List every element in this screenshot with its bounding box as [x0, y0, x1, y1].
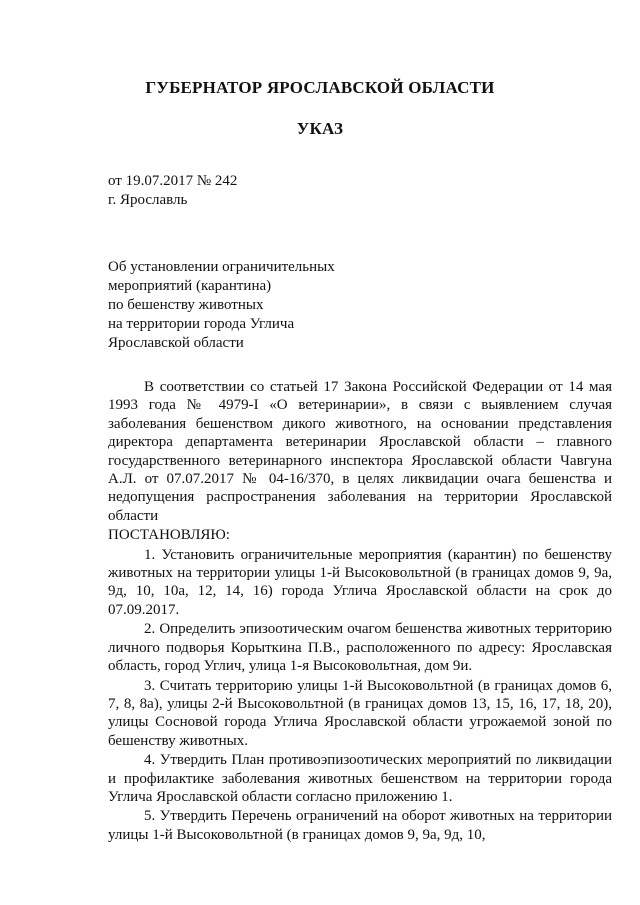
subject-line: на территории города Углича: [108, 316, 295, 332]
subject-line: по бешенству животных: [108, 297, 264, 313]
decree-item: 4. Утвердить План противоэпизоотических мероприятий по ликвидации и профилактике заболевания животных бешенством на территории города Углича Ярославской области согласно приложению 1.: [108, 752, 612, 805]
decree-meta: [108, 172, 237, 210]
decree-word: ПОСТАНОВЛЯЮ:: [108, 527, 230, 544]
decree-subject: [108, 258, 335, 353]
subject-line: Ярославской области: [108, 335, 244, 351]
decree-item: 5. Утвердить Перечень ограничений на оборот животных на территории улицы 1-й Высоковольтной (в границах домов 9, 9а, 9д, 10,: [108, 808, 612, 843]
authority-heading: ГУБЕРНАТОР ЯРОСЛАВСКОЙ ОБЛАСТИ: [145, 78, 495, 97]
doc-type-heading: УКАЗ: [296, 119, 344, 138]
decree-city: г. Ярославль: [108, 192, 188, 208]
decree-item: 1. Установить ограничительные мероприятия (карантин) по бешенству животных на территории улицы 1-й Высоковольтной (в границах домов 9, 9а, 9д, 10, 10а, 12, 14, 16) города Углича Ярославской области на срок до 07.09.2017.: [108, 546, 612, 618]
subject-line: мероприятий (карантина): [108, 278, 272, 294]
subject-line: Об установлении ограничительных: [108, 259, 335, 275]
decree-body: [108, 378, 612, 844]
decree-date-number: от 19.07.2017 № 242: [108, 173, 238, 189]
preamble-paragraph: В соответствии со статьей 17 Закона Российской Федерации от 14 мая 1993 года № 4979-I «О ветеринарии», в связи с выявлением случая заболевания бешенством дикого животного, на основании представления директора департамента ветеринарии Ярославской области – главного государственного ветеринарного инспектора Ярославской области Чавгуна А.Л. от 07.07.2017 № 04-16/370, в целях ликвидации очага бешенства и недопущения распространения заболевания на территории Ярославской области: [108, 379, 612, 524]
decree-item: 3. Считать территорию улицы 1-й Высоковольтной (в границах домов 6, 7, 8, 8а), улицы 2-й Высоковольтной (в границах домов 13, 15, 16, 17, 18, 20), улицы Сосновой города Углича Ярославской области угрожаемой зоной по бешенству животных.: [108, 677, 612, 749]
decree-item: 2. Определить эпизоотическим очагом бешенства животных территорию личного подворья Корыткина П.В., расположенного по адресу: Ярославская область, город Углич, улица 1-я Высоковольтная, дом 9и.: [108, 621, 612, 675]
